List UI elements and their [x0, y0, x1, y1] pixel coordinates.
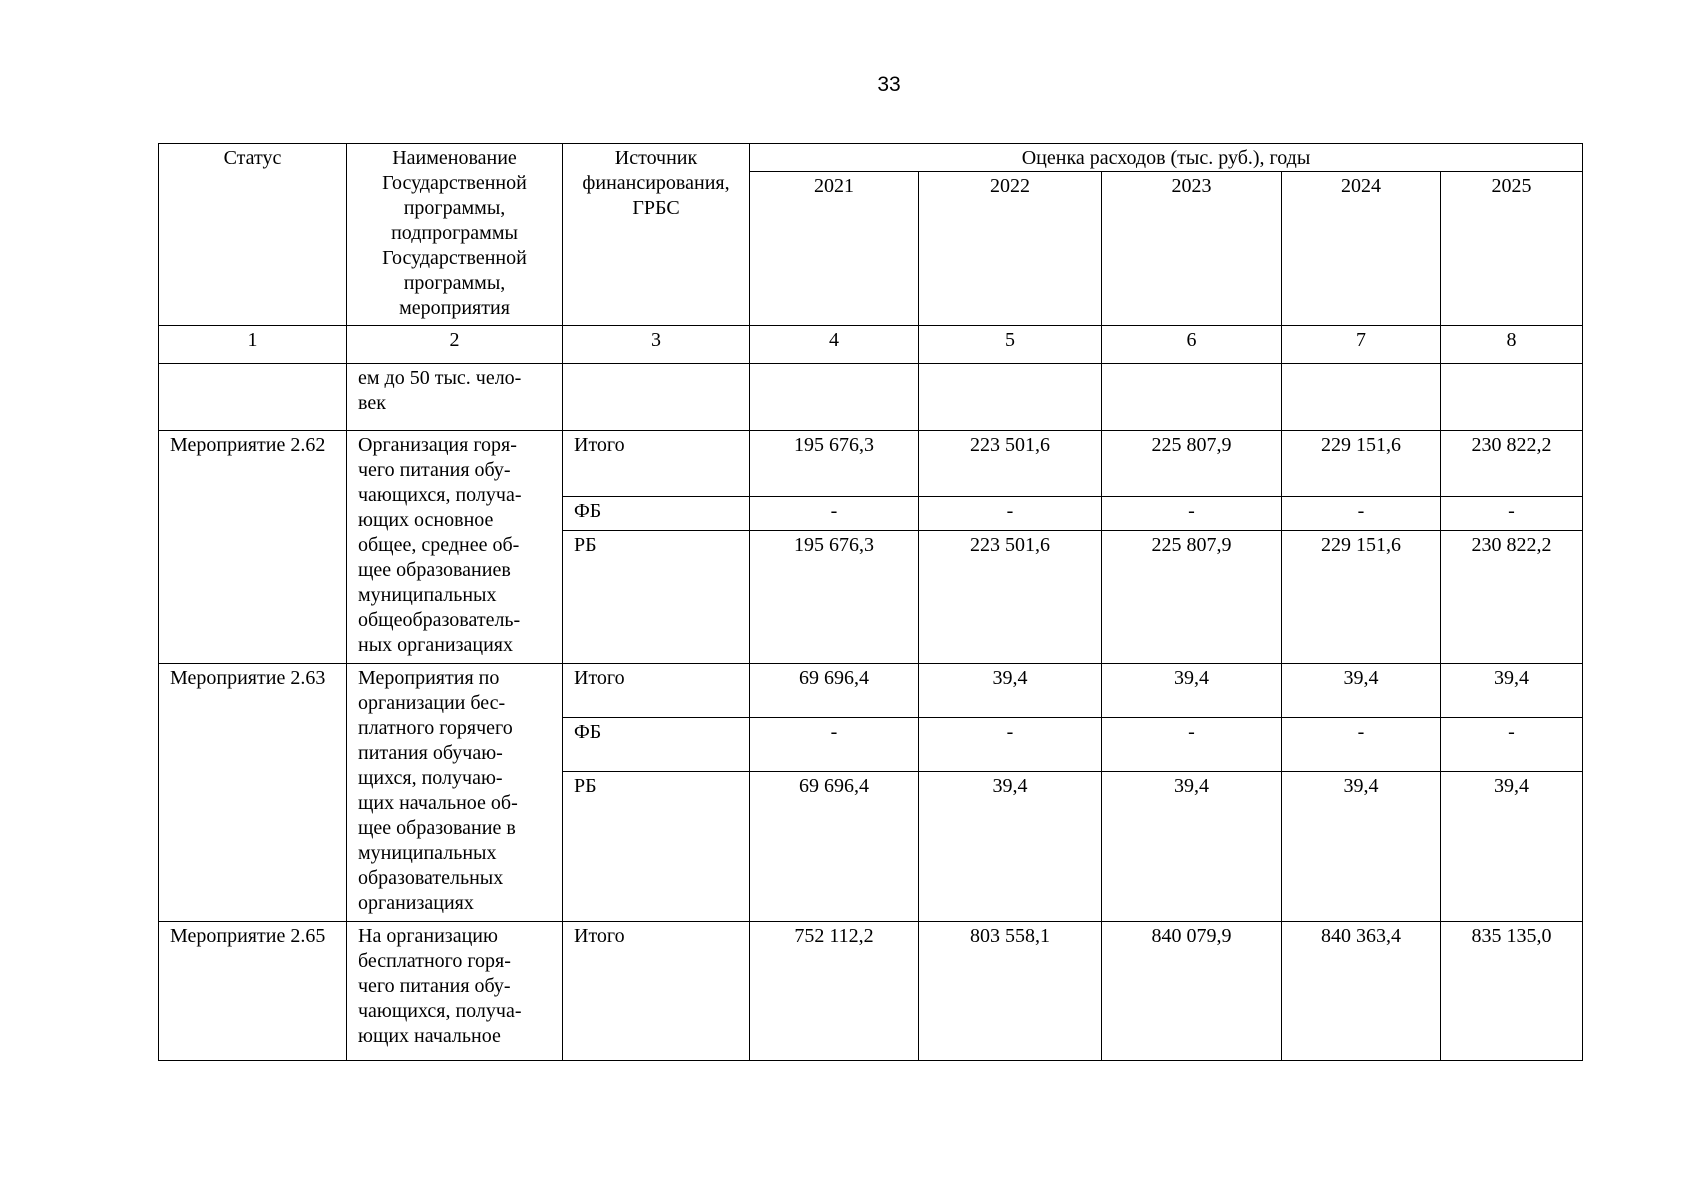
header-year: 2022 — [919, 172, 1102, 326]
expense-value: 752 112,2 — [750, 922, 919, 1061]
expense-value: 229 151,6 — [1282, 531, 1441, 664]
expense-value: 195 676,3 — [750, 431, 919, 497]
expense-value: 225 807,9 — [1102, 431, 1282, 497]
expense-value: - — [1102, 497, 1282, 531]
measure-status: Мероприятие 2.63 — [159, 664, 347, 922]
funding-source: РБ — [563, 772, 750, 922]
expense-value: 230 822,2 — [1441, 431, 1583, 497]
table-row — [159, 364, 1583, 431]
expense-value: - — [1282, 718, 1441, 772]
expense-value: 803 558,1 — [919, 922, 1102, 1061]
measure-status: Мероприятие 2.62 — [159, 431, 347, 664]
expense-value: 39,4 — [1282, 664, 1441, 718]
expense-value: - — [1102, 718, 1282, 772]
expense-value: - — [750, 497, 919, 531]
measure-name: Мероприятия по организации бес- платного горячего питания обучаю- щихся, получаю- щих начальное об- щее образование в муниципальных образовательных организациях — [347, 664, 563, 922]
header-year: 2025 — [1441, 172, 1583, 326]
expense-value: 39,4 — [919, 664, 1102, 718]
table-row — [159, 664, 1583, 718]
expense-value: 229 151,6 — [1282, 431, 1441, 497]
expense-value: 840 079,9 — [1102, 922, 1282, 1061]
measure-name: Организация горя- чего питания обу- чающихся, получа- ющих основное общее, среднее об- щее образованиев муниципальных общеобразователь- ных организациях — [347, 431, 563, 664]
expense-value: - — [750, 718, 919, 772]
expense-value: 39,4 — [1282, 772, 1441, 922]
expense-value: 225 807,9 — [1102, 531, 1282, 664]
expense-value: 835 135,0 — [1441, 922, 1583, 1061]
funding-source: РБ — [563, 531, 750, 664]
expense-value: 39,4 — [1102, 772, 1282, 922]
table-row — [159, 922, 1583, 1061]
funding-source: ФБ — [563, 718, 750, 772]
expense-value: 69 696,4 — [750, 772, 919, 922]
column-number: 4 — [750, 326, 919, 364]
expense-value: - — [1441, 497, 1583, 531]
funding-source: Итого — [563, 664, 750, 718]
expense-value: - — [1282, 497, 1441, 531]
expense-value: 840 363,4 — [1282, 922, 1441, 1061]
header-year: 2023 — [1102, 172, 1282, 326]
funding-source: Итого — [563, 431, 750, 497]
column-number: 2 — [347, 326, 563, 364]
expense-value: 39,4 — [1441, 772, 1583, 922]
column-number: 1 — [159, 326, 347, 364]
measure-name: На организацию бесплатного горя- чего питания обу- чающихся, получа- ющих начальное — [347, 922, 563, 1061]
expense-value: - — [919, 718, 1102, 772]
column-number: 5 — [919, 326, 1102, 364]
funding-source: ФБ — [563, 497, 750, 531]
expense-value: 39,4 — [1102, 664, 1282, 718]
expense-value: 39,4 — [1441, 664, 1583, 718]
header-year: 2021 — [750, 172, 919, 326]
expense-value: 230 822,2 — [1441, 531, 1583, 664]
expense-value: 39,4 — [919, 772, 1102, 922]
expense-value: 223 501,6 — [919, 531, 1102, 664]
measure-status: Мероприятие 2.65 — [159, 922, 347, 1061]
column-number: 6 — [1102, 326, 1282, 364]
column-number: 8 — [1441, 326, 1583, 364]
expense-value: 69 696,4 — [750, 664, 919, 718]
continuation-text: ем до 50 тыс. чело- век — [347, 364, 563, 431]
expenditure-table — [158, 143, 1583, 1061]
expense-value: - — [1441, 718, 1583, 772]
header-estimate: Оценка расходов (тыс. руб.), годы — [750, 144, 1583, 172]
funding-source: Итого — [563, 922, 750, 1061]
expense-value: - — [919, 497, 1102, 531]
header-program-name: Наименование Государственной программы, подпрограммы Государственной программы, мероприятия — [347, 144, 563, 326]
expense-value: 195 676,3 — [750, 531, 919, 664]
column-number: 7 — [1282, 326, 1441, 364]
expense-value: 223 501,6 — [919, 431, 1102, 497]
header-year: 2024 — [1282, 172, 1441, 326]
column-number: 3 — [563, 326, 750, 364]
header-funding-source: Источник финансирования, ГРБС — [563, 144, 750, 326]
table-row — [159, 431, 1583, 497]
page-number: 33 — [877, 73, 901, 96]
header-status: Статус — [159, 144, 347, 326]
